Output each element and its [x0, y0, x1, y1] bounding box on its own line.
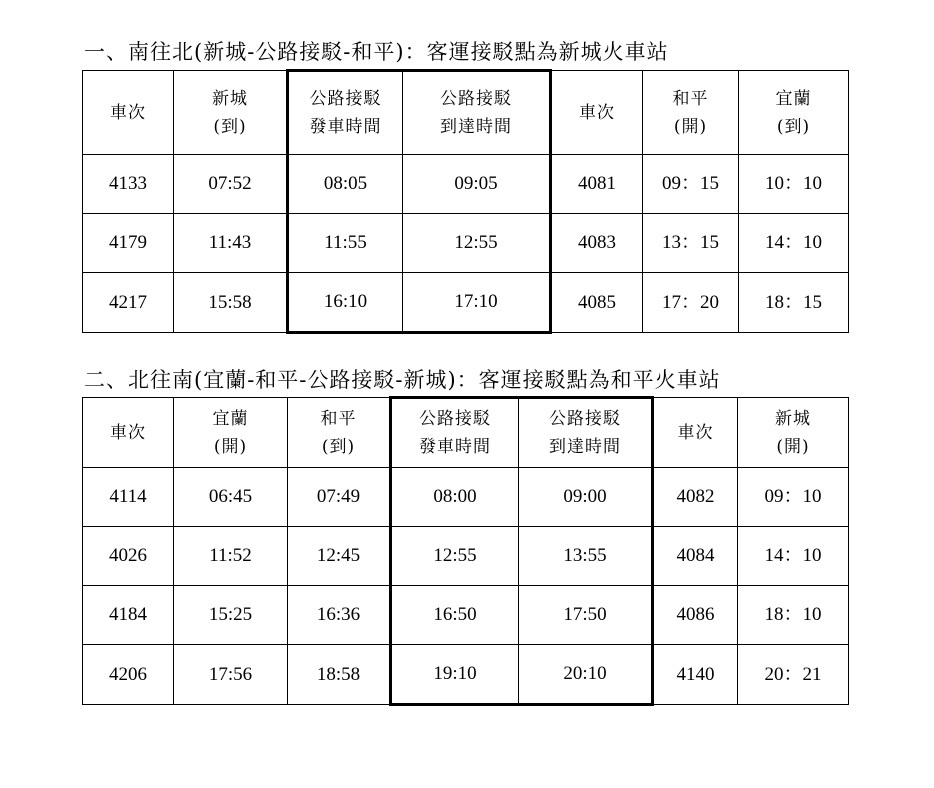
time-cell: 18：15	[739, 273, 849, 333]
timetable-south-to-north	[82, 69, 849, 334]
time-cell: 17：20	[643, 273, 739, 333]
train-number-cell: 4026	[83, 527, 174, 586]
train-number-cell: 4082	[653, 468, 738, 527]
time-cell: 15:58	[174, 273, 288, 333]
table-row	[83, 273, 849, 333]
bus-arrive-cell: 09:00	[519, 468, 653, 527]
section-1-title: 一、南往北(新城-公路接駁-和平)：客運接駁點為新城火車站	[84, 40, 669, 64]
train-number-cell: 4184	[83, 586, 174, 645]
train-number-cell: 4114	[83, 468, 174, 527]
table-row	[83, 468, 849, 527]
time-cell: 09：10	[738, 468, 849, 527]
bus-arrive-cell: 17:50	[519, 586, 653, 645]
time-cell: 07:49	[288, 468, 391, 527]
train-number-cell: 4179	[83, 214, 174, 273]
time-cell: 15:25	[174, 586, 288, 645]
train-number-cell: 4085	[551, 273, 643, 333]
time-cell: 06:45	[174, 468, 288, 527]
header-cell: 車次	[83, 71, 174, 155]
header-cell: 和平 (到)	[288, 398, 391, 468]
train-number-cell: 4083	[551, 214, 643, 273]
header-cell: 公路接駁 到達時間	[519, 398, 653, 468]
bus-depart-cell: 12:55	[391, 527, 519, 586]
time-cell: 18:58	[288, 645, 391, 705]
header-cell: 車次	[653, 398, 738, 468]
table-row	[83, 527, 849, 586]
bus-depart-cell: 11:55	[288, 214, 403, 273]
time-cell: 14：10	[739, 214, 849, 273]
train-number-cell: 4084	[653, 527, 738, 586]
table-row	[83, 155, 849, 214]
train-number-cell: 4086	[653, 586, 738, 645]
time-cell: 10：10	[739, 155, 849, 214]
table-header-row	[83, 71, 849, 155]
header-cell: 車次	[551, 71, 643, 155]
train-number-cell: 4217	[83, 273, 174, 333]
train-number-cell: 4081	[551, 155, 643, 214]
train-number-cell: 4206	[83, 645, 174, 705]
time-cell: 17:56	[174, 645, 288, 705]
time-cell: 11:43	[174, 214, 288, 273]
header-cell: 宜蘭 (開)	[174, 398, 288, 468]
time-cell: 20：21	[738, 645, 849, 705]
table-row	[83, 586, 849, 645]
bus-depart-cell: 08:00	[391, 468, 519, 527]
header-cell: 新城 (到)	[174, 71, 288, 155]
bus-arrive-cell: 12:55	[403, 214, 551, 273]
header-cell: 宜蘭 (到)	[739, 71, 849, 155]
time-cell: 18：10	[738, 586, 849, 645]
time-cell: 09：15	[643, 155, 739, 214]
bus-depart-cell: 08:05	[288, 155, 403, 214]
timetable-north-to-south	[82, 396, 849, 706]
header-cell: 公路接駁 到達時間	[403, 71, 551, 155]
time-cell: 12:45	[288, 527, 391, 586]
table-header-row	[83, 398, 849, 468]
bus-depart-cell: 16:10	[288, 273, 403, 333]
time-cell: 07:52	[174, 155, 288, 214]
bus-depart-cell: 19:10	[391, 645, 519, 705]
time-cell: 11:52	[174, 527, 288, 586]
train-number-cell: 4133	[83, 155, 174, 214]
table-row	[83, 645, 849, 705]
header-cell: 公路接駁 發車時間	[391, 398, 519, 468]
table-row	[83, 214, 849, 273]
time-cell: 14：10	[738, 527, 849, 586]
bus-arrive-cell: 17:10	[403, 273, 551, 333]
time-cell: 13：15	[643, 214, 739, 273]
train-number-cell: 4140	[653, 645, 738, 705]
header-cell: 公路接駁 發車時間	[288, 71, 403, 155]
bus-depart-cell: 16:50	[391, 586, 519, 645]
bus-arrive-cell: 09:05	[403, 155, 551, 214]
header-cell: 和平 (開)	[643, 71, 739, 155]
header-cell: 車次	[83, 398, 174, 468]
bus-arrive-cell: 13:55	[519, 527, 653, 586]
header-cell: 新城 (開)	[738, 398, 849, 468]
section-2-title: 二、北往南(宜蘭-和平-公路接駁-新城)：客運接駁點為和平火車站	[84, 368, 721, 392]
time-cell: 16:36	[288, 586, 391, 645]
bus-arrive-cell: 20:10	[519, 645, 653, 705]
